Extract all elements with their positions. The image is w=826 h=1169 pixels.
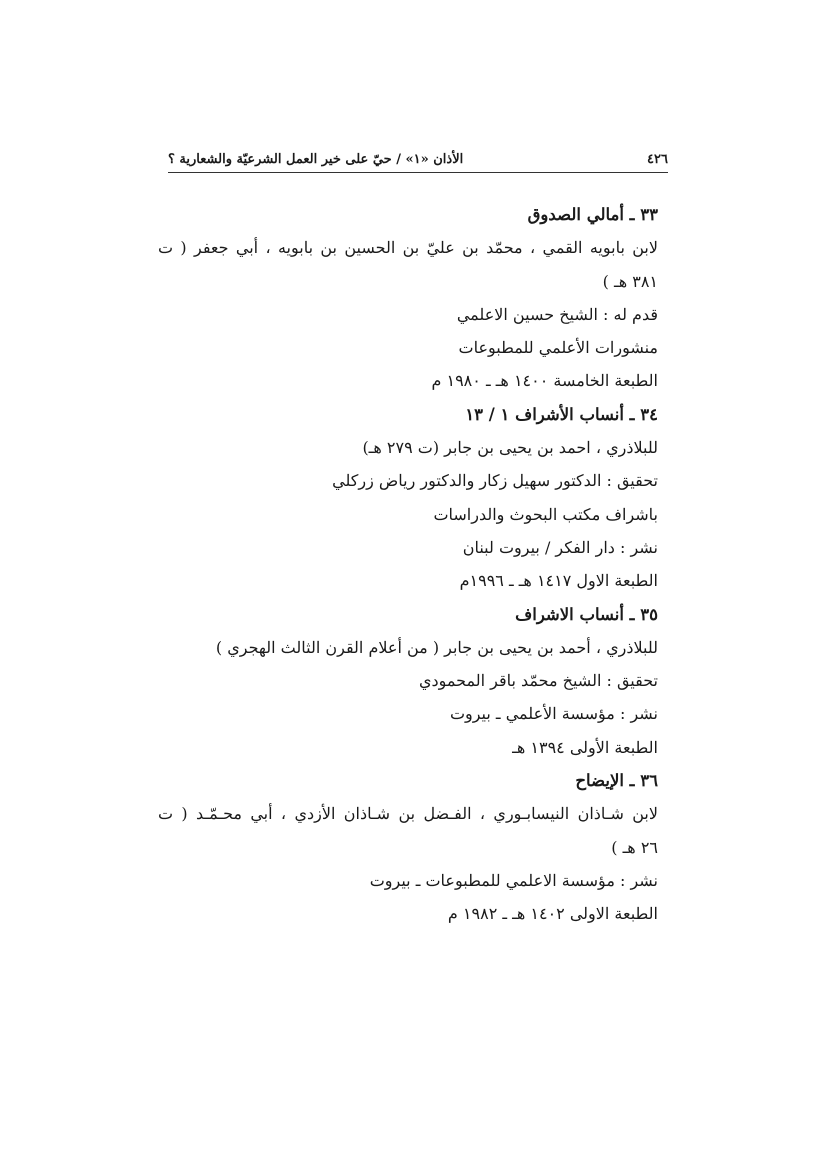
entry-heading: ٣٦ ـ الإيضاح [575,771,658,791]
entry-heading: ٣٤ ـ أنساب الأشراف ١ / ١٣ [465,404,658,424]
entry-line: لابن بابويه القمي ، محمّد بن عليّ بن الحسين بن بابويه ، أبي جعفر ( ت [158,238,658,258]
bibliography-list [158,198,658,931]
entry-line: الطبعة الخامسة ١٤٠٠ هـ ـ ١٩٨٠ م [431,371,658,391]
entry-line: نشر : دار الفكر / بيروت لبنان [462,537,658,557]
bibliography-entry [158,764,658,930]
entry-line: للبلاذري ، احمد بن يحيى بن جابر (ت ٢٧٩ هـ) [362,438,658,458]
entry-line: ٣٨١ هـ ) [602,271,658,291]
entry-line: ٢٦ هـ ) [611,837,658,857]
bibliography-entry [158,198,658,398]
entry-line: للبلاذري ، أحمد بن يحيى بن جابر ( من أعلام القرن الثالث الهجري ) [215,637,658,657]
entry-line: لابن شـاذان النيسابـوري ، الفـضل بن شـاذان الأزدي ، أبي محـمّـد ( ت [158,804,658,824]
entry-line: الطبعة الأولى ١٣٩٤ هـ [512,737,658,757]
bibliography-entry [158,598,658,764]
entry-heading: ٣٣ ـ أمالي الصدوق [527,205,658,224]
entry-line: باشراف مكتب البحوث والدراسات [433,504,658,524]
running-header [168,150,668,173]
running-title: الأذان «١» / حيّ على خير العمل الشرعيّة والشعارية ؟ [168,152,464,167]
entry-line: منشورات الأعلمي للمطبوعات [458,338,658,358]
entry-heading: ٣٥ ـ أنساب الاشراف [515,604,658,624]
entry-line: نشر : مؤسسة الاعلمي للمطبوعات ـ بيروت [369,870,658,890]
entry-line: قدم له : الشيخ حسين الاعلمي [456,304,658,324]
entry-line: الطبعة الاول ١٤١٧ هـ ـ ١٩٩٦م [459,571,658,591]
entry-line: تحقيق : الدكتور سهيل زكار والدكتور رياض زركلي [332,471,658,491]
entry-line: تحقيق : الشيخ محمّد باقر المحمودي [418,671,658,691]
entry-line: نشر : مؤسسة الأعلمي ـ بيروت [449,704,658,724]
page-number: ٤٢٦ [647,152,668,167]
bibliography-entry [158,398,658,598]
entry-line: الطبعة الاولى ١٤٠٢ هـ ـ ١٩٨٢ م [447,904,658,924]
